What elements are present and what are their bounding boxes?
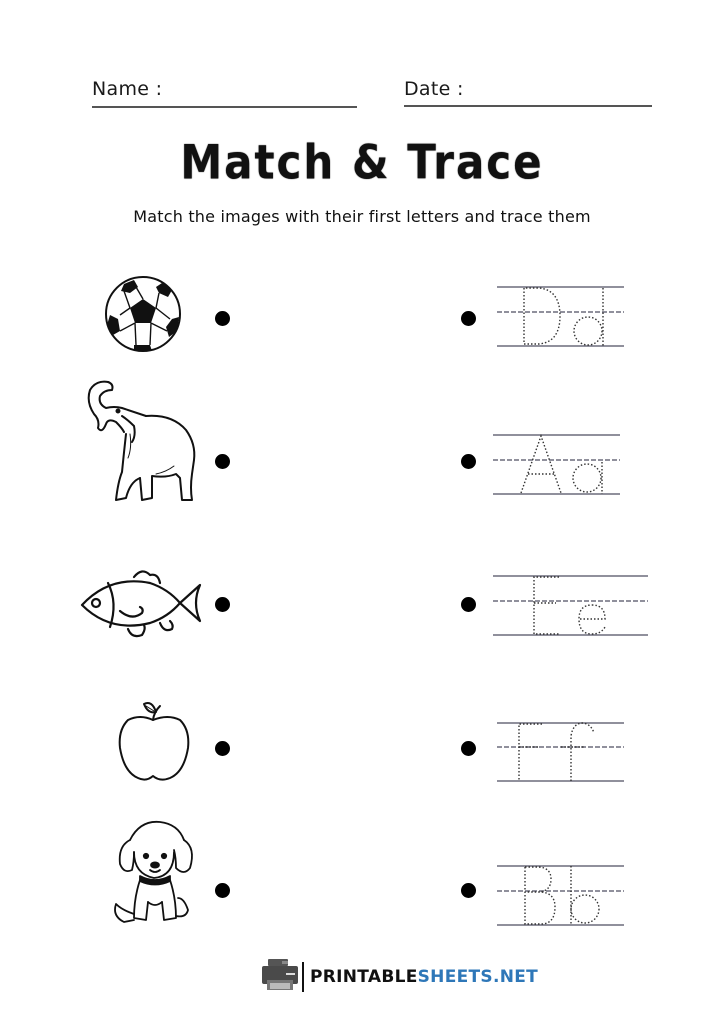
footer-brand (262, 958, 538, 996)
dog-icon (112, 818, 197, 928)
trace-letters-Bb[interactable] (497, 865, 624, 927)
instructions: Match the images with their first letters and trace them (133, 207, 591, 226)
match-dot-picture-3[interactable] (215, 597, 230, 612)
match-dot-letter-1[interactable] (461, 311, 476, 326)
trace-letters-Dd[interactable] (497, 286, 624, 348)
match-dot-picture-4[interactable] (215, 741, 230, 756)
match-dot-letter-2[interactable] (461, 454, 476, 469)
apple-icon (118, 700, 190, 782)
soccer-ball-icon (104, 275, 182, 353)
fish-icon (80, 563, 205, 643)
trace-letters-Ee[interactable] (493, 575, 648, 637)
page-title: Match & Trace (180, 135, 544, 190)
elephant-icon (86, 378, 201, 506)
date-input-line[interactable] (404, 105, 652, 107)
match-dot-letter-3[interactable] (461, 597, 476, 612)
match-dot-picture-1[interactable] (215, 311, 230, 326)
trace-letters-Ff[interactable] (497, 722, 624, 784)
brand-name-part2: SHEETS.NET (417, 967, 539, 987)
match-dot-letter-4[interactable] (461, 741, 476, 756)
brand-name-part1: PRINTABLE (310, 967, 418, 987)
trace-letters-Aa[interactable] (493, 434, 620, 496)
brand-name (310, 967, 538, 987)
date-label: Date : (404, 78, 464, 100)
footer-separator (302, 962, 304, 992)
name-input-line[interactable] (92, 106, 357, 108)
match-dot-letter-5[interactable] (461, 883, 476, 898)
match-dot-picture-5[interactable] (215, 883, 230, 898)
printer-icon (262, 958, 298, 996)
name-label: Name : (92, 78, 163, 100)
match-dot-picture-2[interactable] (215, 454, 230, 469)
